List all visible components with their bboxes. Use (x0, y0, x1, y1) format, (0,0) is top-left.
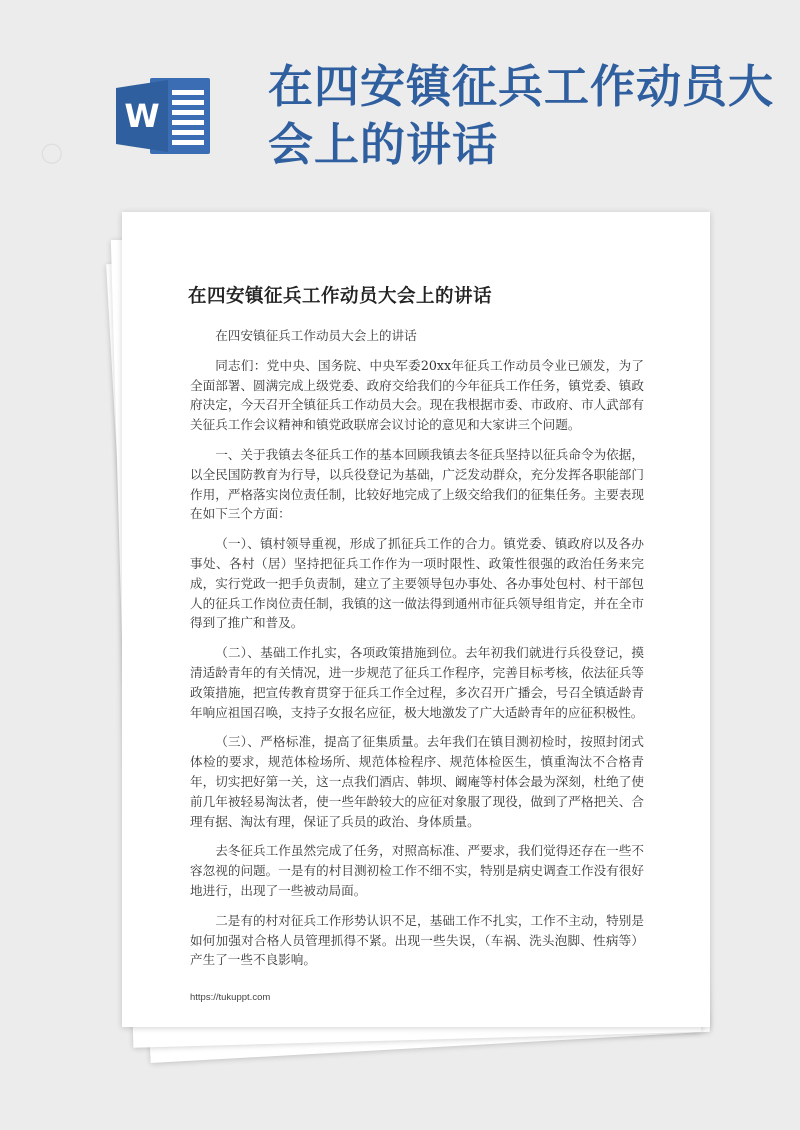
watermark: ◯ (36, 137, 66, 167)
document-paragraph: （二）、基础工作扎实，各项政策措施到位。去年初我们就进行兵役登记，摸清适龄青年的有关情况，进一步规范了征兵工作程序，完善目标考核，依法征兵等政策措施，把宣传教育贯穿于征兵工作全过程，多次召开广播会，号召全镇适龄青年响应祖国召唤，支持子女报名应征，极大地激发了广大适龄青年的应征积极性。 (190, 645, 644, 720)
document-paragraph: 同志们：党中央、国务院、中央军委20xx年征兵工作动员令业已颁发，为了全面部署、圆满完成上级党委、政府交给我们的今年征兵工作任务，镇党委、镇政府决定，今天召开全镇征兵工作动员大会。现在我根据市委、市政府、市人武部有关征兵工作会议精神和镇党政联席会议讨论的意见和大家讲三个问题。 (190, 357, 644, 433)
document-paragraph: 二是有的村对征兵工作形势认识不足，基础工作不扎实，工作不主动，特别是如何加强对合格人员管理抓得不紧。出现一些失误，（车祸、洗头泡脚、性病等）产生了一些不良影响。 (190, 912, 644, 968)
document-paragraph: （一）、镇村领导重视，形成了抓征兵工作的合力。镇党委、镇政府以及各办事处、各村（居）坚持把征兵工作作为一项时限性、政策性很强的政治任务来完成，实行党政一把手负责制，建立了主要领导包办事处、各办事处包村、村干部包人的征兵工作岗位责任制，我镇的这一做法得到通州市征兵领导组肯定，并在全市得到了推广和普及。 (190, 536, 644, 631)
document-subtitle: 在四安镇征兵工作动员大会上的讲话 (215, 328, 417, 343)
document-paragraph: 去冬征兵工作虽然完成了任务，对照高标准、严要求，我们觉得还存在一些不容忽视的问题。一是有的村目测初检工作不细不实，特别是病史调查工作没有很好地进行，出现了一些被动局面。 (190, 843, 644, 898)
document-paragraph: 一、关于我镇去冬征兵工作的基本回顾我镇去冬征兵坚持以征兵命令为依据，以全民国防教育为行导，以兵役登记为基础，广泛发动群众，充分发挥各职能部门作用，严格落实岗位责任制，比较好地完成了上级交给我们的征集任务。主要表现在如下三个方面： (190, 446, 644, 522)
word-logo-letter: W (124, 97, 160, 135)
document-url: https://tukuppt.com (190, 992, 271, 1003)
document-body (190, 326, 644, 980)
page-title: 在四安镇征兵工作动员大会上的讲话 (268, 60, 775, 171)
document-paragraph: （三）、严格标准，提高了征集质量。去年我们在镇目测初检时，按照封闭式体检的要求，规范体检场所、规范体检程序、规范体检医生，慎重淘汰不合格青年，切实把好第一关，这一点我们酒店、韩坝、阚庵等村体会最为深刻，杜绝了使前几年被轻易淘汰者，使一些年龄较大的应征对象服了现役，做到了严格把关、合理有据、淘汰有理，保证了兵员的政治、身体质量。 (190, 734, 644, 829)
word-document-icon (112, 76, 212, 156)
document-title: 在四安镇征兵工作动员大会上的讲话 (188, 286, 493, 307)
